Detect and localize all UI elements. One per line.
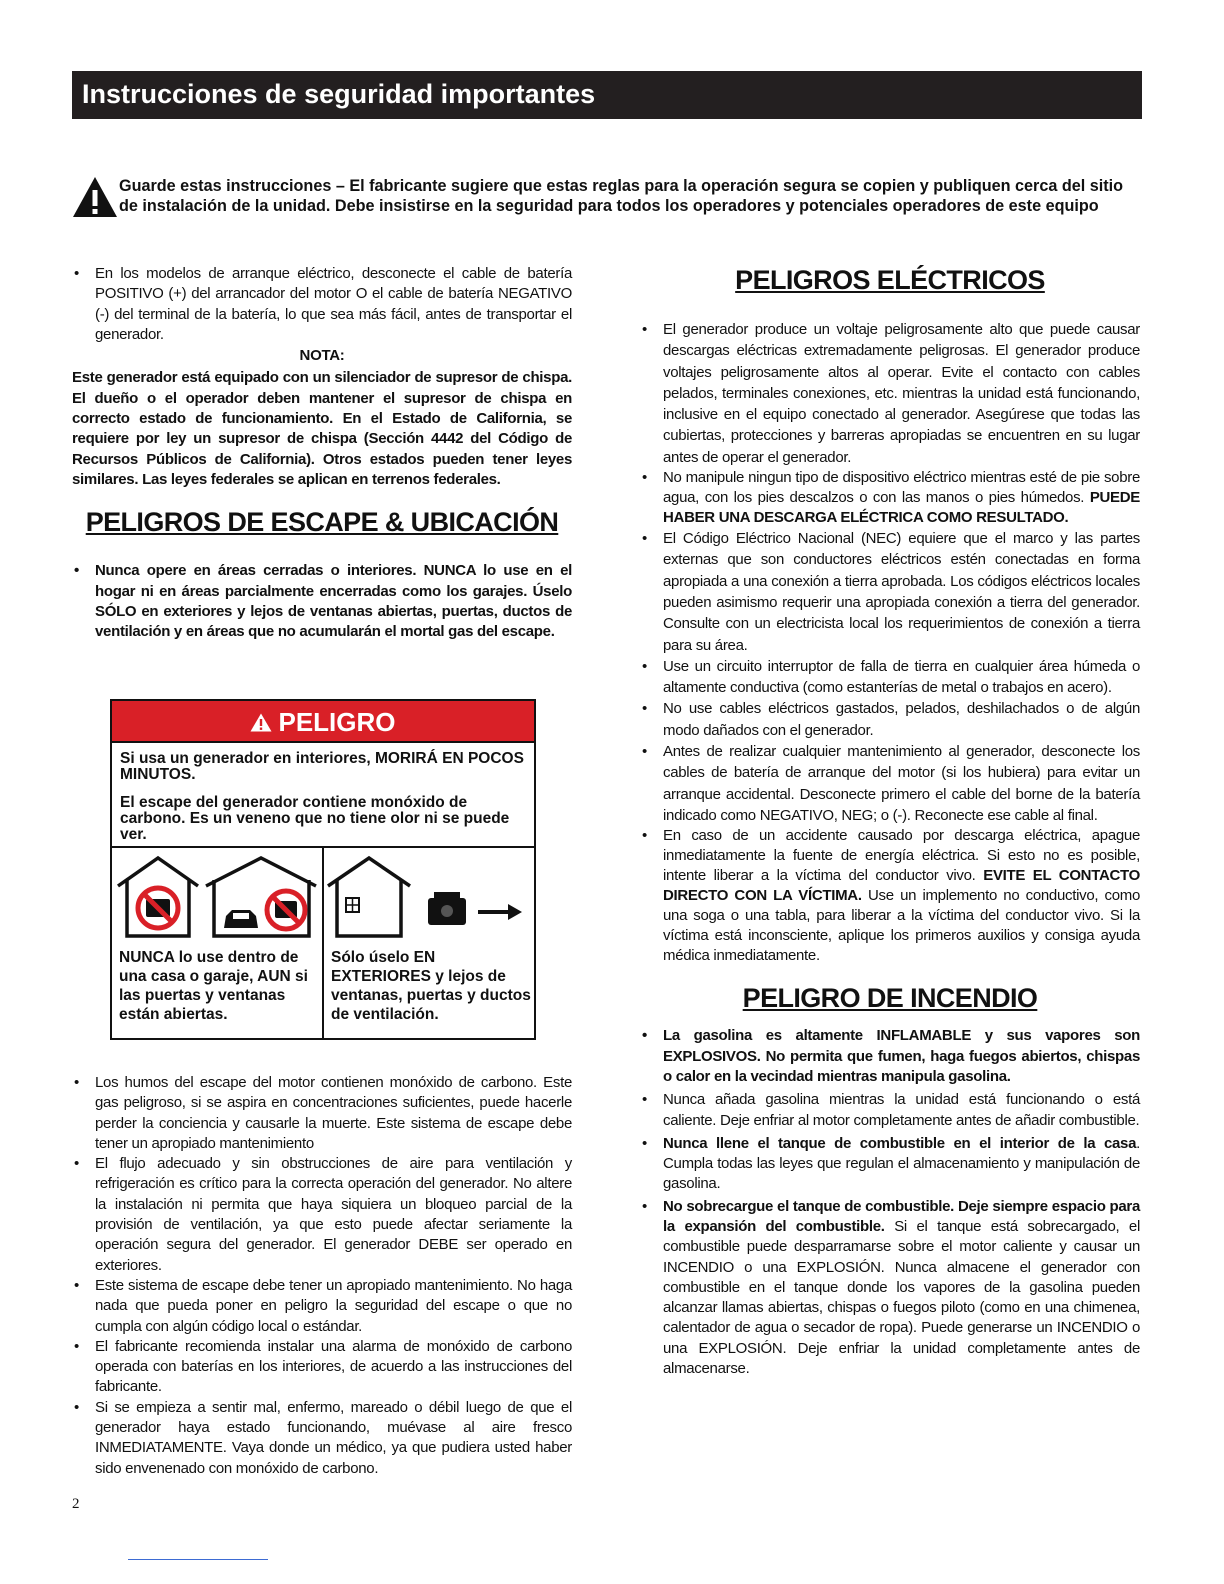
list-item: • El flujo adecuado y sin obstrucciones de aire para ventilación y refrigeración es crítico para la correcta operación del generador. No altere la instalación ni permita que haya siquiera un bloqueo parcial de la provisión de ventilación, ya que esto puede afectar seriamente la operación segura del generador. El generador DEBE ser operado en exteriores. [72, 1154, 572, 1276]
indoor-prohibited-icon [112, 854, 322, 946]
list-item-text: En caso de un accidente causado por descarga eléctrica, apague inmediatamente la fuente de energía eléctrica. Si esto no es posible, intente liberar a la víctima del conductor vivo. [663, 827, 1140, 885]
list-item: • El Código Eléctrico Nacional (NEC) equiere que el marco y las partes externas que son conductores eléctricos estén conectadas en forma apropiada a una conexión a tierra aprobada. Los códigos eléctricos locales pueden asimismo requerir una apropiada conexión a tierra del generador. Consulte con un electricista local los requerimientos de conexión a tierra para su área. [640, 528, 1140, 656]
indoor-caption: NUNCA lo use dentro de una casa o garaje, AUN si las puertas y ventanas están abiertas. [119, 949, 308, 1023]
list-item: • Nunca opere en áreas cerradas o interiores. NUNCA lo use en el hogar ni en áreas parcialmente encerradas como los garajes. Úselo SÓLO en exteriores y lejos de ventanas abiertas, puertas, ductos de ventilación y en áreas que no acumularán el mortal gas del escape. [72, 561, 572, 642]
header-bar [72, 71, 1142, 119]
list-item: • Los humos del escape del motor contienen monóxido de carbono. Este gas peligroso, si se aspira en concentraciones suficientes, puede hacerle perder la conciencia y causarle la muerte. Este sistema de escape debe tener un apropiado mantenimiento [72, 1073, 572, 1154]
list-item: • Use un circuito interruptor de falla de tierra en cualquier área húmeda o altamente conductiva (como estanterías de metal o trabajos en acero). [640, 656, 1140, 699]
list-item-emphasis: No sobrecargue el tanque de combustible. Deje siempre espacio para la expansión del combustible. [663, 1197, 1140, 1235]
list-item-text: . Cumpla todas las leyes que regulan el almacenamiento y manipulación de gasolina. [663, 1134, 1140, 1193]
outdoor-panel [324, 848, 534, 1038]
page-title: Instrucciones de seguridad importantes [82, 79, 596, 109]
electrical-section-title: PELIGROS ELÉCTRICOS [735, 265, 1045, 295]
danger-header [112, 701, 534, 743]
left-column-lower [72, 1073, 572, 1479]
list-item-text: Use un implemento no conductivo, como una soga o una tabla, para liberar a la víctima del conductor vivo. Si la víctima está inconsciente, aplique los primeros auxilios y consiga ayuda médica inmediatamente. [663, 887, 1141, 965]
list-item: • No use cables eléctricos gastados, pelados, deshilachados o de algún modo dañados con el generador. [640, 698, 1140, 741]
list-item [640, 468, 1140, 528]
list-item: • Este sistema de escape debe tener un apropiado mantenimiento. No haga nada que pueda poner en peligro la seguridad del escape o que no cumpla con algún código local o estándar. [72, 1276, 572, 1337]
nota-label: NOTA: [299, 347, 345, 365]
page-number: 2 [72, 1496, 80, 1512]
footer-divider [128, 1559, 268, 1560]
list-item: • Antes de realizar cualquier mantenimiento al generador, desconecte los cables de batería de arranque del motor (si los hubiera) para evitar un arranque accidental. Desconecte primero el cable del borne de la batería indicado como NEGATIVO, NEG; o (-). Reconecte ese cable al final. [640, 741, 1140, 826]
danger-line-1: Si usa un generador en interiores, MORIRÁ EN POCOS MINUTOS. [120, 750, 524, 783]
save-notice-text: Guarde estas instrucciones – El fabricante sugiere que estas reglas para la operación segura se copien y publiquen cerca del sitio de instalación de la unidad. Debe insistirse en la seguridad para todos los operadores y potenciales operadores de este equipo [119, 177, 1123, 215]
list-item-emphasis: PUEDE HABER UNA DESCARGA ELÉCTRICA COMO RESULTADO. [663, 489, 1140, 527]
outdoor-ok-icon [324, 854, 534, 946]
list-item-emphasis: Nunca llene el tanque de combustible en el interior de la casa [663, 1134, 1137, 1152]
danger-title: PELIGRO [278, 707, 396, 737]
danger-warning-box [110, 699, 536, 1040]
list-item: • El generador produce un voltaje peligrosamente alto que puede causar descargas eléctricas extremadamente peligrosas. El generador produce voltajes peligrosamente altos al operar. Evite el contacto con cables pelados, terminales conexiones, etc. mientras la unidad está funcionando, inclusive en el equipo conectado al generador. Asegúrese que todas las cubiertas, protecciones y barreras apropiadas se encuentren en su lugar antes de operar el generador. [640, 319, 1140, 468]
left-column [72, 264, 572, 642]
right-column [640, 264, 1140, 1379]
save-notice [72, 176, 1142, 216]
list-item: • Nunca añada gasolina mientras la unidad está funcionando o está caliente. Deje enfriar al motor completamente antes de añadir combustible. [640, 1089, 1140, 1132]
indoor-panel [112, 848, 324, 1038]
list-item: • La gasolina es altamente INFLAMABLE y sus vapores son EXPLOSIVOS. No permita que fumen, haga fuegos abiertos, chispas o calor en la vecindad mientras manipula gasolina. [640, 1026, 1140, 1087]
list-item: • En los modelos de arranque eléctrico, desconecte el cable de batería POSITIVO (+) del arrancador del motor O el cable de batería NEGATIVO (-) del terminal de la batería, lo que sea más fácil, antes de transportar el generador. [72, 264, 572, 345]
warning-icon [250, 713, 272, 732]
list-item-emphasis: EVITE EL CONTACTO DIRECTO CON LA VÍCTIMA. [663, 867, 1140, 905]
exhaust-section-title: PELIGROS DE ESCAPE & UBICACIÓN [85, 507, 559, 538]
list-item: • Si se empieza a sentir mal, enfermo, mareado o débil luego de que el generador haya estado funcionando, muévase al aire fresco INMEDIATAMENTE. Vaya donde un médico, ya que pudiera usted haber sido envenenado con monóxido de carbono. [72, 1398, 572, 1479]
fire-section-title: PELIGRO DE INCENDIO [742, 983, 1038, 1014]
list-item [640, 1197, 1140, 1380]
list-item-text: No manipule ningun tipo de dispositivo eléctrico mientras esté de pie sobre agua, con los pies descalzos o con las manos o pies húmedos. [663, 469, 1140, 507]
outdoor-caption: Sólo úselo EN EXTERIORES y lejos de ventanas, puertas y ductos de ventilación. [331, 949, 531, 1023]
list-item-text: Si el tanque está sobrecargado, el combustible puede desparramarse sobre el motor caliente y causar un INCENDIO o una EXPLOSIÓN. Nunca almacene el generador con combustible en el tanque donde los vapores de la gasolina pueden alcanzar llamas abiertas, chispas o fuegos piloto (como en una chimenea, calentador de agua o secador de ropa). Puede generarse un INCENDIO o una EXPLOSIÓN. Deje enfriar la unidad completamente antes de almacenarse. [663, 1217, 1140, 1377]
nota-text: Este generador está equipado con un silenciador de supresor de chispa. El dueño o el operador deben mantener el supresor de chispa en correcto estado de funcionamiento. En el Estado de California, se requiere por ley un supresor de chispa (Sección 4442 del Código de Recursos Públicos de California). Otros estados pueden tener leyes similares. Las leyes federales se aplican en terrenos federales. [72, 369, 572, 488]
warning-icon [72, 176, 118, 218]
danger-line-2: El escape del generador contiene monóxido de carbono. Es un veneno que no tiene olor ni se puede ver. [120, 794, 510, 843]
danger-body [112, 743, 534, 848]
list-item: • El fabricante recomienda instalar una alarma de monóxido de carbono operada con baterías en los interiores, de acuerdo a las instrucciones del fabricante. [72, 1337, 572, 1398]
list-item [640, 1134, 1140, 1195]
list-item [640, 826, 1140, 966]
danger-panels [112, 848, 534, 1038]
